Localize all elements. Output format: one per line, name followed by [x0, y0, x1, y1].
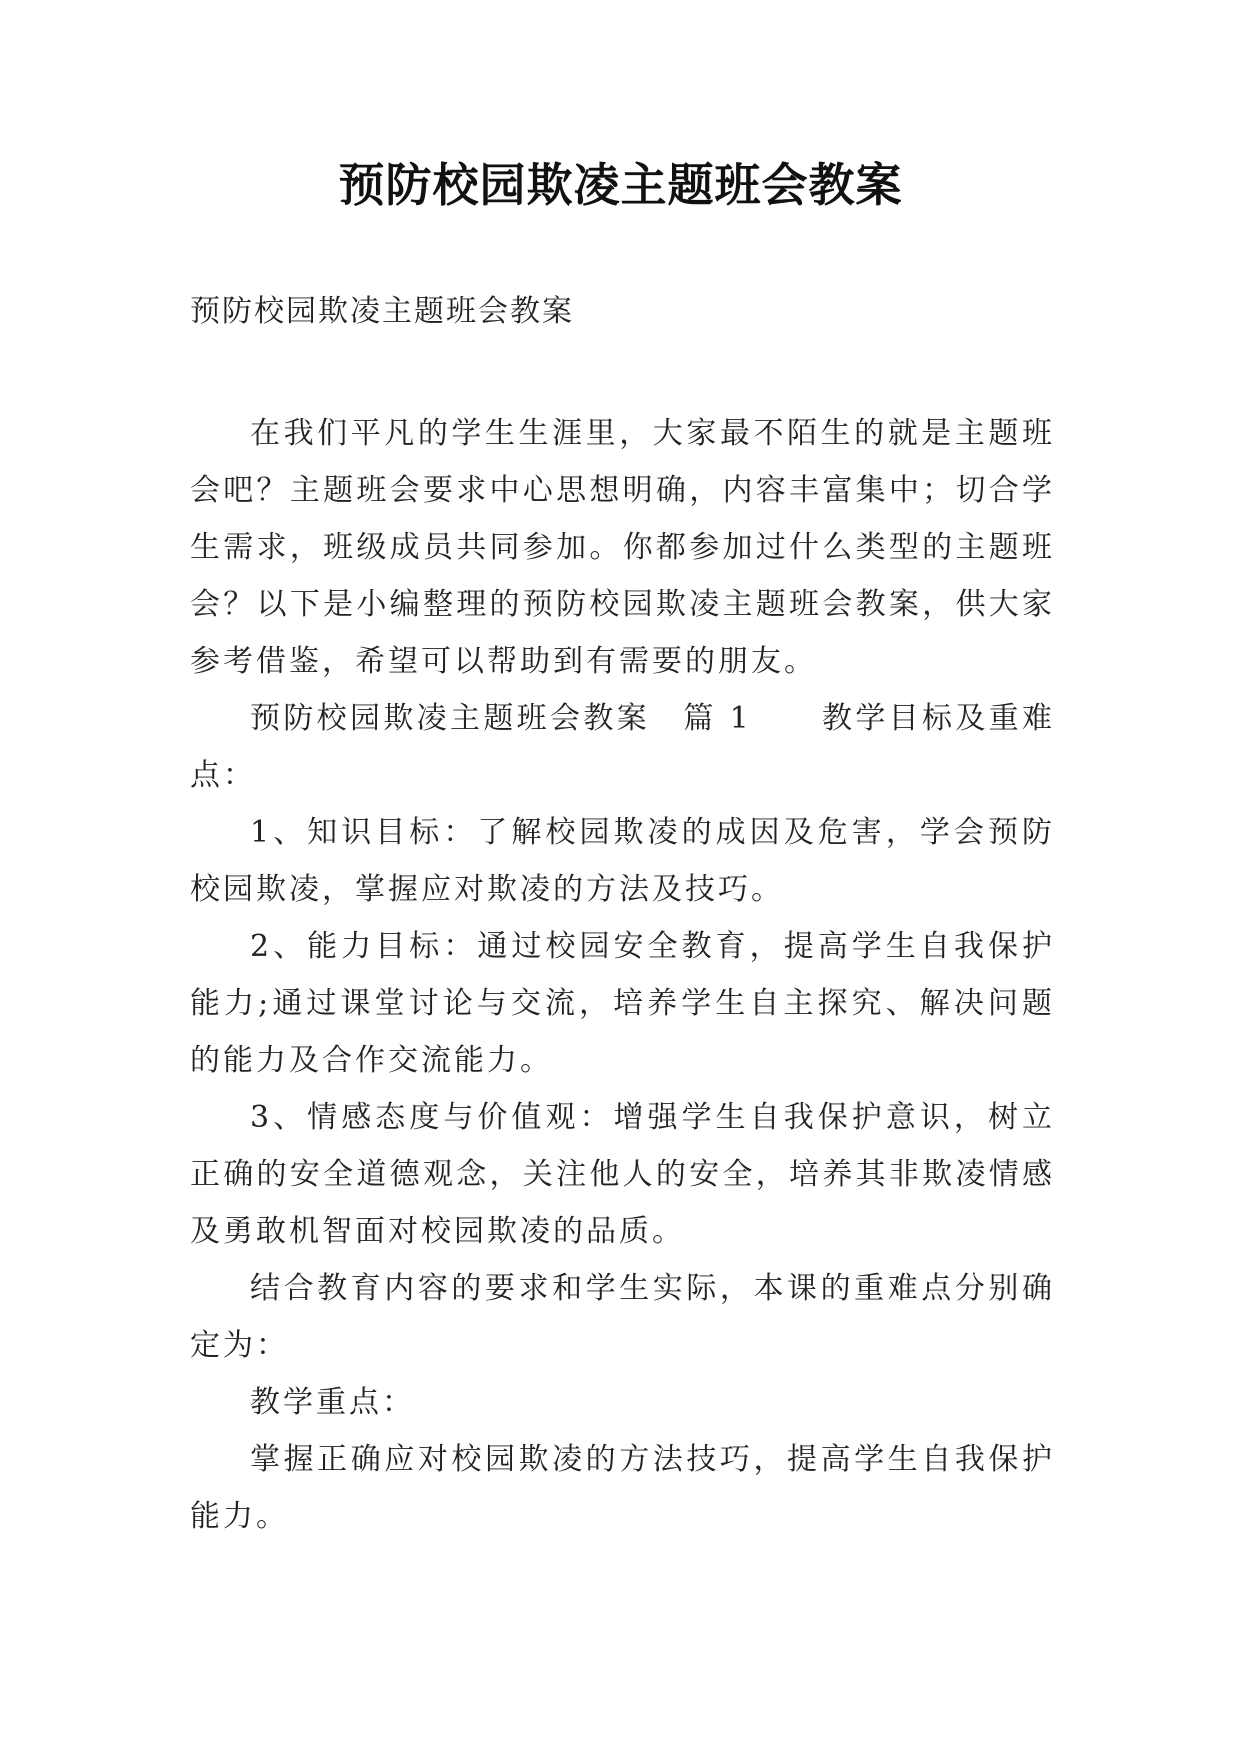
document-title: 预防校园欺凌主题班会教案	[338, 158, 903, 212]
document-subtitle: 预防校园欺凌主题班会教案	[190, 294, 574, 329]
intro-paragraph: 在我们平凡的学生生涯里，大家最不陌生的就是主题班会吧？主题班会要求中心思想明确，内容丰富集中；切合学生需求，班级成员共同参加。你都参加过什么类型的主题班会？以下是小编整理的预防校园欺凌主题班会教案，供大家参考借鉴，希望可以帮助到有需要的朋友。	[190, 416, 1055, 679]
section-heading	[190, 690, 1055, 804]
key-points-intro-paragraph: 结合教育内容的要求和学生实际，本课的重难点分别确定为：	[190, 1271, 1055, 1363]
teaching-focus-label: 教学重点：	[250, 1385, 415, 1420]
section-heading-rest: 教学目标及重难点：	[190, 701, 1056, 793]
section-heading-name: 预防校园欺凌主题班会教案 篇 1	[250, 701, 752, 736]
emotion-goal-paragraph: 3、情感态度与价值观：增强学生自我保护意识，树立正确的安全道德观念，关注他人的安全，培养其非欺凌情感及勇敢机智面对校园欺凌的品质。	[190, 1100, 1055, 1249]
document-body	[190, 405, 1055, 1545]
knowledge-goal-paragraph: 1、知识目标：了解校园欺凌的成因及危害，学会预防校园欺凌，掌握应对欺凌的方法及技巧。	[190, 815, 1055, 907]
teaching-focus-paragraph: 掌握正确应对校园欺凌的方法技巧，提高学生自我保护能力。	[190, 1442, 1055, 1534]
ability-goal-paragraph: 2、能力目标：通过校园安全教育，提高学生自我保护能力;通过课堂讨论与交流，培养学生自主探究、解决问题的能力及合作交流能力。	[190, 929, 1055, 1078]
